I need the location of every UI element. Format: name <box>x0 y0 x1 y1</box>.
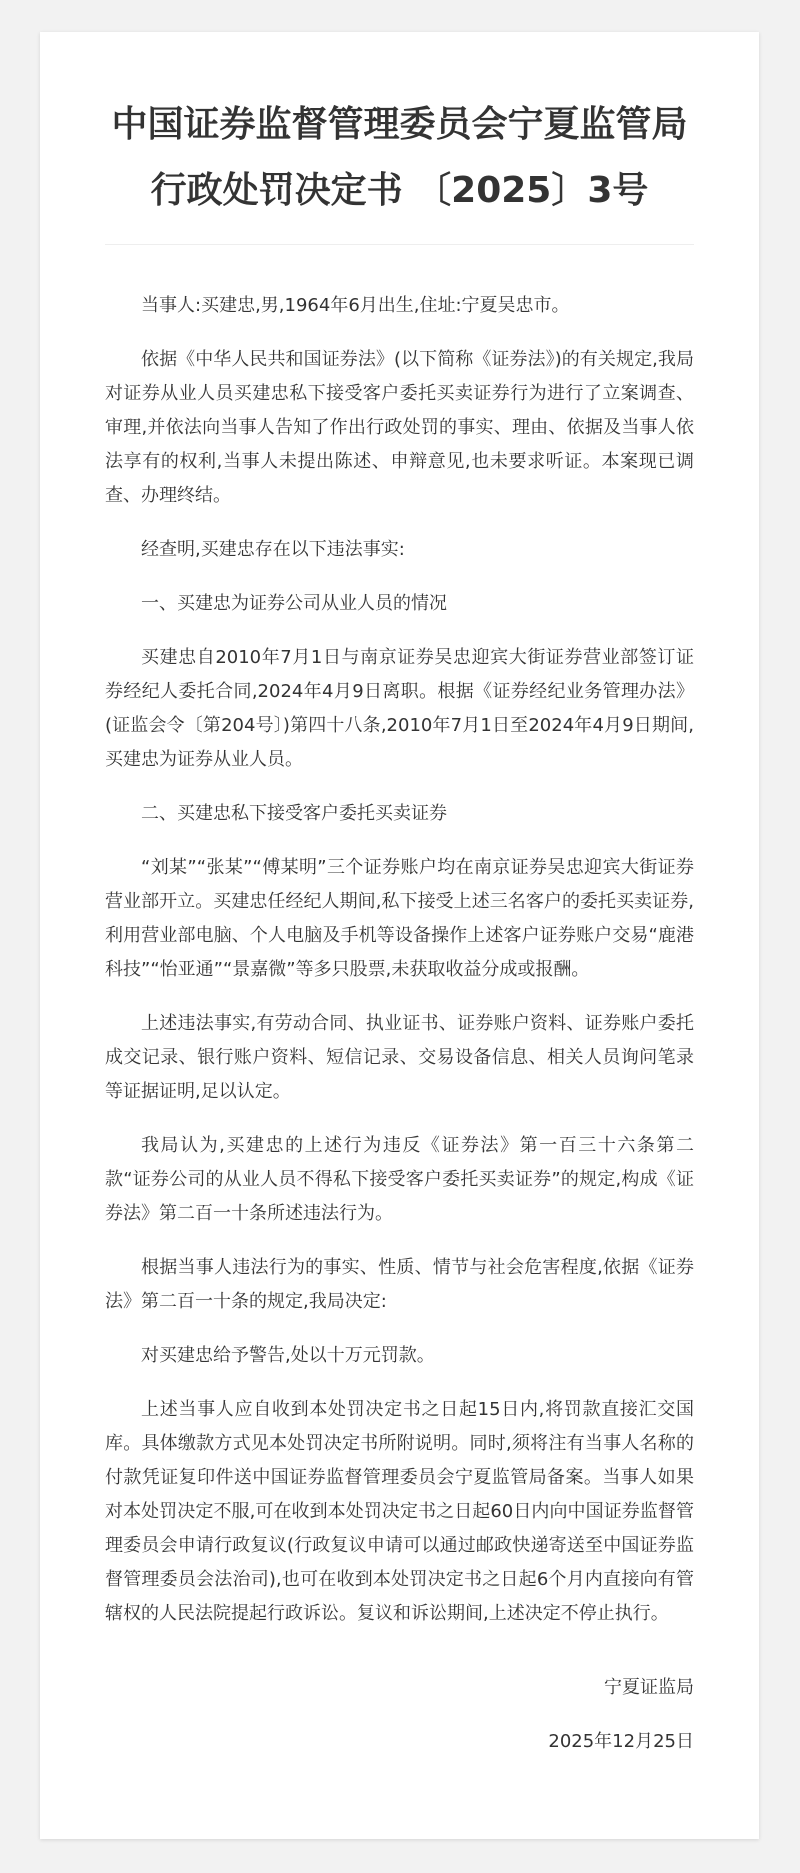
issue-date: 2025年12月25日 <box>548 1731 694 1752</box>
legal-analysis-paragraph: 我局认为,买建忠的上述行为违反《证券法》第一百三十六条第二款“证券公司的从业人员不得私下接受客户委托买卖证券”的规定,构成《证券法》第二百一十条所述违法行为。 <box>105 1135 694 1224</box>
issuer-name: 宁夏证监局 <box>604 1677 694 1698</box>
employment-paragraph: 买建忠自2010年7月1日与南京证券吴忠迎宾大街证券营业部签订证券经纪人委托合同,2024年4月9日离职。根据《证券经纪业务管理办法》(证监会令〔第204号〕)第四十八条,2010年7月1日至2024年4月9日期间,买建忠为证券从业人员。 <box>105 647 694 770</box>
payment-and-appeal-paragraph: 上述当事人应自收到本处罚决定书之日起15日内,将罚款直接汇交国库。具体缴款方式见本处罚决定书所附说明。同时,须将注有当事人名称的付款凭证复印件送中国证券监督管理委员会宁夏监管局备案。当事人如果对本处罚决定不服,可在收到本处罚决定书之日起60日内向中国证券监督管理委员会申请行政复议(行政复议申请可以通过邮政快递寄送至中国证券监督管理委员会法治司),也可在收到本处罚决定书之日起6个月内直接向有管辖权的人民法院提起行政诉讼。复议和诉讼期间,上述决定不停止执行。 <box>105 1399 694 1624</box>
title-line-1: 中国证券监督管理委员会宁夏监管局 <box>111 104 688 145</box>
document-page <box>40 32 759 1839</box>
section-heading-1: 一、买建忠为证券公司从业人员的情况 <box>141 593 447 614</box>
decision-basis-paragraph: 根据当事人违法行为的事实、性质、情节与社会危害程度,依据《证券法》第二百一十条的规定,我局决定: <box>105 1257 694 1312</box>
document-body <box>105 289 694 1631</box>
document-title <box>105 92 694 224</box>
section-heading-2: 二、买建忠私下接受客户委托买卖证券 <box>141 803 447 824</box>
procedure-paragraph: 依据《中华人民共和国证券法》(以下简称《证券法》)的有关规定,我局对证券从业人员买建忠私下接受客户委托买卖证券行为进行了立案调查、审理,并依法向当事人告知了作出行政处罚的事实、理由、依据及当事人依法享有的权利,当事人未提出陈述、申辩意见,也未要求听证。本案现已调查、办理终结。 <box>105 349 694 506</box>
title-line-2: 行政处罚决定书 〔2025〕3号 <box>150 170 649 211</box>
violation-detail-paragraph: “刘某”“张某”“傅某明”三个证券账户均在南京证券吴忠迎宾大街证券营业部开立。买建忠任经纪人期间,私下接受上述三名客户的委托买卖证券,利用营业部电脑、个人电脑及手机等设备操作上述客户证券账户交易“鹿港科技”“怡亚通”“景嘉微”等多只股票,未获取收益分成或报酬。 <box>105 857 694 980</box>
evidence-paragraph: 上述违法事实,有劳动合同、执业证书、证券账户资料、证券账户委托成交记录、银行账户资料、短信记录、交易设备信息、相关人员询问笔录等证据证明,足以认定。 <box>105 1013 694 1102</box>
signature-block <box>105 1671 694 1759</box>
party-info-paragraph: 当事人:买建忠,男,1964年6月出生,住址:宁夏吴忠市。 <box>141 295 570 316</box>
findings-intro-paragraph: 经查明,买建忠存在以下违法事实: <box>141 539 405 560</box>
title-divider <box>105 244 694 245</box>
penalty-paragraph: 对买建忠给予警告,处以十万元罚款。 <box>141 1345 435 1366</box>
